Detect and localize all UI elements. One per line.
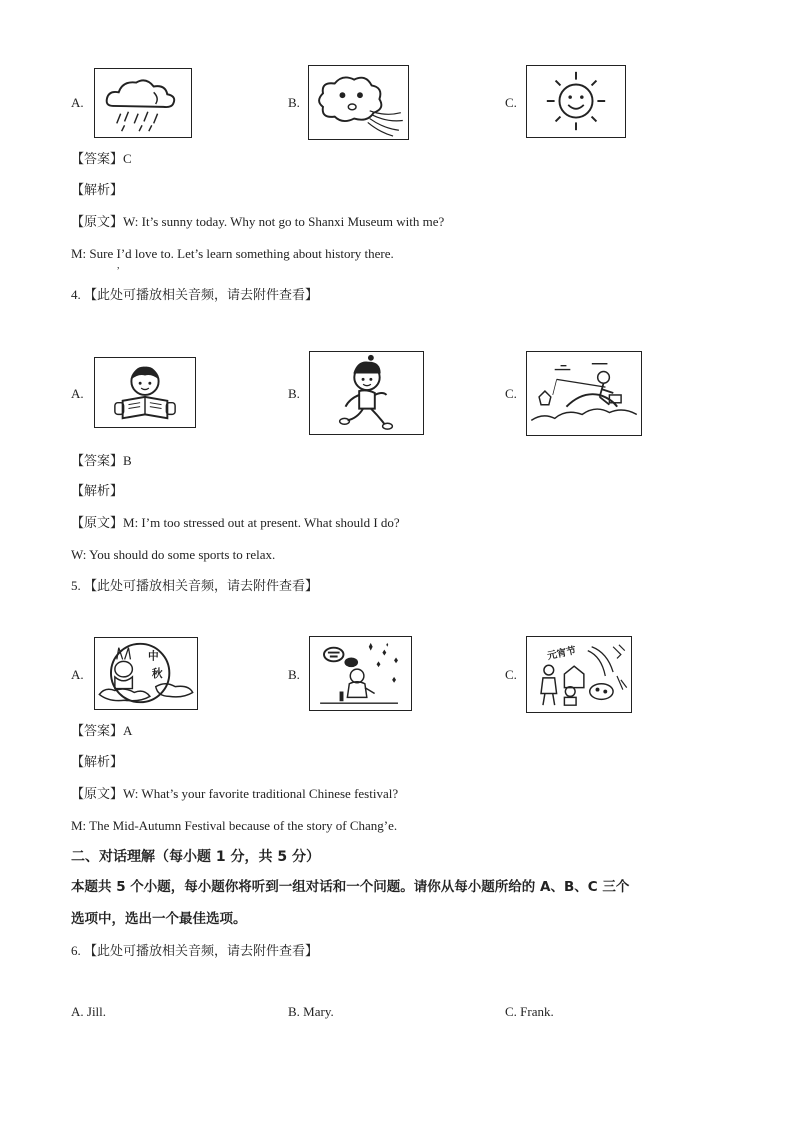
q4-option-b-picture[interactable] [309, 351, 424, 435]
q3-answer: 【答案】C [71, 151, 132, 167]
q5-answer: 【答案】A [71, 723, 133, 739]
stray-comma-mark: , [117, 260, 120, 271]
q4-option-a-picture[interactable] [94, 357, 196, 428]
q3-analysis-label: 【解析】 [71, 183, 124, 198]
q5-option-c-picture[interactable] [526, 636, 632, 713]
q3-script-line-2: M: Sure I’d love to. Let’s learn something about history there. [71, 246, 394, 261]
section-2-title: 二、对话理解（每小题 1 分，共 5 分） [71, 849, 320, 865]
q3-option-c-picture[interactable] [526, 65, 626, 138]
q5-analysis-label: 【解析】 [71, 755, 124, 770]
q5-option-a-label: A. [71, 667, 84, 682]
q4-answer: 【答案】B [71, 453, 132, 469]
q3-option-b-label: B. [288, 95, 300, 110]
q5-option-a-picture[interactable] [94, 637, 198, 710]
q4-script-line-1: 【原文】M: I’m too stressed out at present. What should I do? [71, 515, 400, 531]
q3-option-a-picture[interactable] [94, 68, 192, 138]
q3-option-b-picture[interactable] [308, 65, 409, 140]
sun-icon [527, 66, 625, 137]
q5-option-c-label: C. [505, 667, 517, 682]
q5-option-b-label: B. [288, 667, 300, 682]
q4-option-a-label: A. [71, 386, 84, 401]
fishing-scene-icon [527, 352, 641, 435]
q4-analysis-label: 【解析】 [71, 484, 124, 499]
rain-cloud-icon [95, 69, 191, 137]
mid-autumn-char-2: 秋 [151, 666, 163, 680]
q6-option-b[interactable]: B. Mary. [288, 1004, 334, 1019]
q5-option-b-picture[interactable] [309, 636, 412, 711]
wind-cloud-icon [309, 66, 408, 139]
q3-option-c-label: C. [505, 95, 517, 110]
section-2-instructions-line-1: 本题共 5 个小题，每小题你将听到一组对话和一个问题。请你从每小题所给的 A、B、C 三个 [71, 879, 630, 895]
q4-option-c-label: C. [505, 386, 517, 401]
q5-heading: 5. 【此处可播放相关音频，请去附件查看】 [71, 578, 319, 594]
q3-script-line-1: 【原文】W: It’s sunny today. Why not go to Shanxi Museum with me? [71, 214, 445, 230]
q5-script-line-1: 【原文】W: What’s your favorite traditional Chinese festival? [71, 786, 399, 802]
running-boy-icon [310, 352, 423, 434]
mid-autumn-moon-icon [95, 638, 197, 709]
section-2-instructions-line-2: 选项中，选出一个最佳选项。 [71, 911, 247, 927]
q4-option-b-label: B. [288, 386, 300, 401]
q6-option-c[interactable]: C. Frank. [505, 1004, 554, 1019]
q3-option-a-label: A. [71, 95, 84, 110]
reading-boy-icon [95, 358, 195, 427]
q4-script-line-2: W: You should do some sports to relax. [71, 547, 276, 562]
lantern-festival-text: 元宵节 [546, 645, 578, 663]
q4-heading: 4. 【此处可播放相关音频，请去附件查看】 [71, 287, 319, 303]
q6-option-a[interactable]: A. Jill. [71, 1004, 107, 1019]
lantern-festival-scene-icon [527, 637, 631, 712]
q4-option-c-picture[interactable] [526, 351, 642, 436]
q6-heading: 6. 【此处可播放相关音频，请去附件查看】 [71, 943, 319, 959]
mid-autumn-char-1: 中 [147, 649, 159, 663]
q5-script-line-2: M: The Mid-Autumn Festival because of the story of Chang’e. [71, 818, 398, 833]
new-year-scene-icon [310, 637, 411, 710]
